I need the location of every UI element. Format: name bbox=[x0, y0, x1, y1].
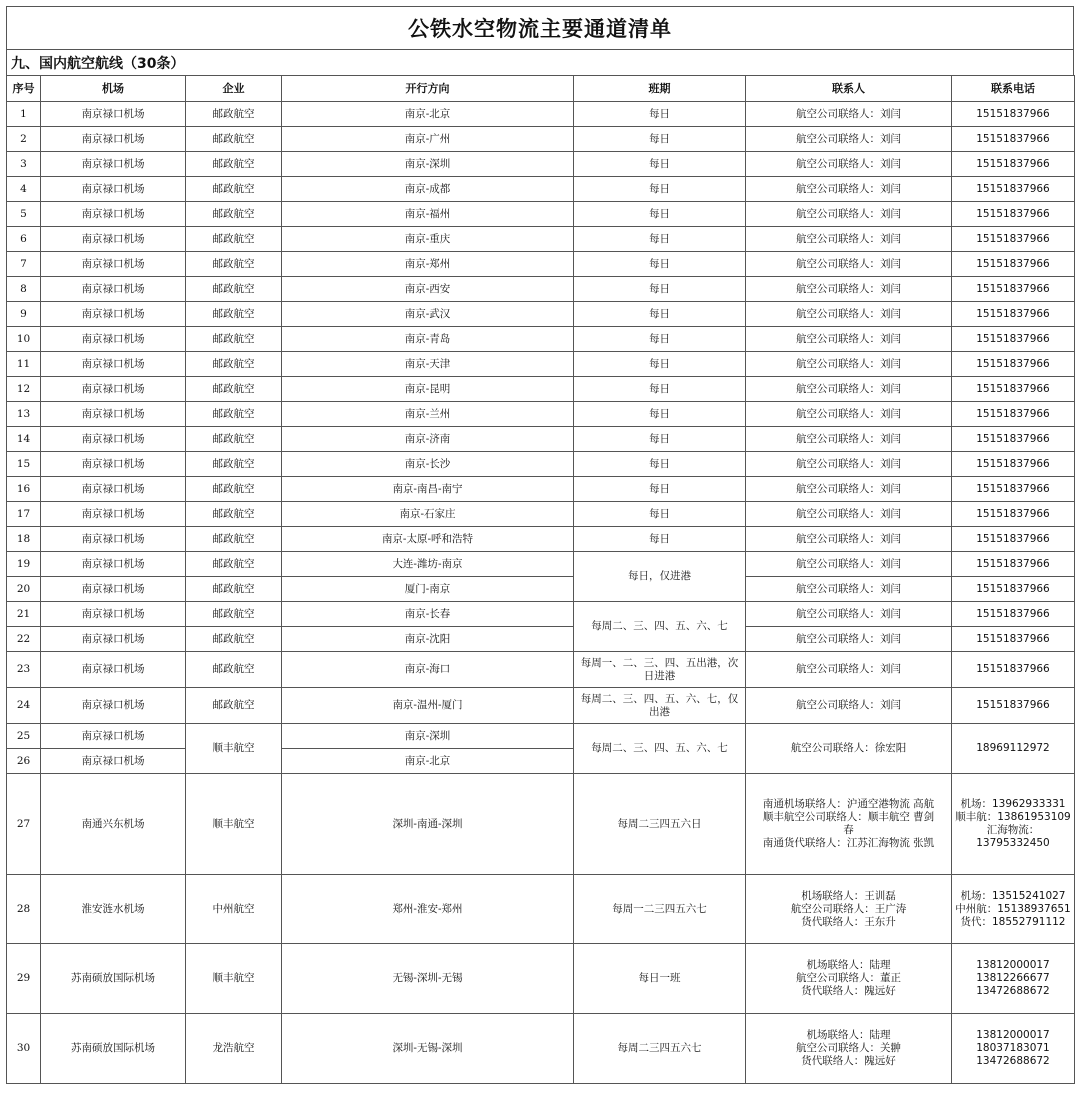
table-row bbox=[7, 477, 1075, 502]
seq-cell: 7 bbox=[7, 252, 41, 277]
seq-cell: 6 bbox=[7, 227, 41, 252]
contact-cell: 航空公司联络人：徐宏阳 bbox=[746, 724, 952, 774]
seq-cell: 20 bbox=[7, 577, 41, 602]
table-row bbox=[7, 177, 1075, 202]
header-schedule: 班期 bbox=[574, 76, 746, 102]
table-header-row bbox=[7, 76, 1075, 102]
company-cell: 邮政航空 bbox=[186, 427, 282, 452]
schedule-cell: 每日 bbox=[574, 527, 746, 552]
phone-cell: 15151837966 bbox=[952, 102, 1075, 127]
schedule-cell: 每日 bbox=[574, 152, 746, 177]
phone-cell: 15151837966 bbox=[952, 202, 1075, 227]
direction-cell: 南京-青岛 bbox=[282, 327, 574, 352]
airport-cell: 南京禄口机场 bbox=[41, 602, 186, 627]
contact-cell: 航空公司联络人：刘闫 bbox=[746, 102, 952, 127]
schedule-cell: 每周二、三、四、五、六、七 bbox=[574, 724, 746, 774]
phone-line: 13472688672 bbox=[976, 1055, 1050, 1067]
contact-cell bbox=[746, 774, 952, 875]
table-row bbox=[7, 452, 1075, 477]
table-row bbox=[7, 127, 1075, 152]
direction-cell: 南京-长沙 bbox=[282, 452, 574, 477]
schedule-cell: 每日，仅进港 bbox=[574, 552, 746, 602]
contact-line: 机场联络人：陆理 bbox=[806, 1029, 891, 1041]
company-cell: 邮政航空 bbox=[186, 552, 282, 577]
seq-cell: 2 bbox=[7, 127, 41, 152]
table-row bbox=[7, 502, 1075, 527]
phone-cell: 15151837966 bbox=[952, 177, 1075, 202]
phone-line: 13812266677 bbox=[976, 972, 1050, 984]
airport-cell: 南京禄口机场 bbox=[41, 724, 186, 749]
seq-cell: 5 bbox=[7, 202, 41, 227]
contact-line: 顺丰航空公司联络人：顺丰航空 曹剑 bbox=[762, 811, 935, 823]
contact-line: 南通机场联络人：沪通空港物流 高航 bbox=[762, 798, 935, 810]
company-cell: 邮政航空 bbox=[186, 177, 282, 202]
company-cell: 邮政航空 bbox=[186, 102, 282, 127]
direction-cell: 南京-郑州 bbox=[282, 252, 574, 277]
table-row bbox=[7, 875, 1075, 944]
contact-cell: 航空公司联络人：刘闫 bbox=[746, 577, 952, 602]
seq-cell: 12 bbox=[7, 377, 41, 402]
phone-cell: 15151837966 bbox=[952, 602, 1075, 627]
direction-cell: 南京-海口 bbox=[282, 652, 574, 688]
airport-cell: 南京禄口机场 bbox=[41, 427, 186, 452]
company-cell: 邮政航空 bbox=[186, 252, 282, 277]
contact-cell: 航空公司联络人：刘闫 bbox=[746, 177, 952, 202]
seq-cell: 24 bbox=[7, 688, 41, 724]
seq-cell: 16 bbox=[7, 477, 41, 502]
phone-line: 汇海物流： bbox=[986, 824, 1040, 836]
company-cell: 邮政航空 bbox=[186, 577, 282, 602]
contact-cell bbox=[746, 944, 952, 1014]
schedule-cell: 每周一二三四五六七 bbox=[574, 875, 746, 944]
company-cell: 邮政航空 bbox=[186, 152, 282, 177]
schedule-cell: 每周二、三、四、五、六、七，仅出港 bbox=[574, 688, 746, 724]
schedule-cell: 每周二三四五六七 bbox=[574, 1014, 746, 1084]
company-cell: 邮政航空 bbox=[186, 277, 282, 302]
phone-cell: 15151837966 bbox=[952, 152, 1075, 177]
contact-cell: 航空公司联络人：刘闫 bbox=[746, 252, 952, 277]
contact-line: 机场联络人：王训磊 bbox=[801, 889, 896, 902]
phone-line: 中州航：15138937651 bbox=[955, 902, 1071, 915]
seq-cell: 17 bbox=[7, 502, 41, 527]
header-direction: 开行方向 bbox=[282, 76, 574, 102]
table-row bbox=[7, 724, 1075, 749]
direction-cell: 南京-福州 bbox=[282, 202, 574, 227]
company-cell: 邮政航空 bbox=[186, 127, 282, 152]
airport-cell: 南京禄口机场 bbox=[41, 102, 186, 127]
phone-line: 13812000017 bbox=[976, 1029, 1050, 1041]
contact-line: 航空公司联络人：关翀 bbox=[796, 1042, 901, 1054]
direction-cell: 南京-重庆 bbox=[282, 227, 574, 252]
phone-cell: 15151837966 bbox=[952, 427, 1075, 452]
seq-cell: 26 bbox=[7, 749, 41, 774]
company-cell: 龙浩航空 bbox=[186, 1014, 282, 1084]
schedule-cell: 每日 bbox=[574, 127, 746, 152]
direction-cell: 深圳-南通-深圳 bbox=[282, 774, 574, 875]
airport-cell: 淮安涟水机场 bbox=[41, 875, 186, 944]
schedule-cell: 每日 bbox=[574, 502, 746, 527]
schedule-cell: 每周二、三、四、五、六、七 bbox=[574, 602, 746, 652]
airport-cell: 南京禄口机场 bbox=[41, 502, 186, 527]
company-cell: 邮政航空 bbox=[186, 302, 282, 327]
contact-cell: 航空公司联络人：刘闫 bbox=[746, 302, 952, 327]
direction-cell: 南京-石家庄 bbox=[282, 502, 574, 527]
seq-cell: 22 bbox=[7, 627, 41, 652]
contact-cell: 航空公司联络人：刘闫 bbox=[746, 352, 952, 377]
seq-cell: 23 bbox=[7, 652, 41, 688]
phone-cell: 15151837966 bbox=[952, 252, 1075, 277]
direction-cell: 南京-武汉 bbox=[282, 302, 574, 327]
table-row bbox=[7, 552, 1075, 577]
airport-cell: 南通兴东机场 bbox=[41, 774, 186, 875]
phone-cell: 15151837966 bbox=[952, 127, 1075, 152]
seq-cell: 30 bbox=[7, 1014, 41, 1084]
header-seq: 序号 bbox=[7, 76, 41, 102]
contact-line: 航空公司联络人：董正 bbox=[796, 972, 901, 984]
direction-cell: 南京-广州 bbox=[282, 127, 574, 152]
contact-cell: 航空公司联络人：刘闫 bbox=[746, 627, 952, 652]
table-row bbox=[7, 1014, 1075, 1084]
schedule-cell: 每日 bbox=[574, 227, 746, 252]
seq-cell: 21 bbox=[7, 602, 41, 627]
phone-line: 货代：18552791112 bbox=[960, 915, 1066, 928]
direction-cell: 厦门-南京 bbox=[282, 577, 574, 602]
company-cell: 邮政航空 bbox=[186, 202, 282, 227]
airport-cell: 苏南硕放国际机场 bbox=[41, 944, 186, 1014]
phone-cell: 15151837966 bbox=[952, 227, 1075, 252]
company-cell: 邮政航空 bbox=[186, 627, 282, 652]
table-row bbox=[7, 527, 1075, 552]
phone-cell: 15151837966 bbox=[952, 477, 1075, 502]
table-row bbox=[7, 402, 1075, 427]
direction-cell: 南京-沈阳 bbox=[282, 627, 574, 652]
company-cell: 邮政航空 bbox=[186, 527, 282, 552]
table-row bbox=[7, 627, 1075, 652]
phone-cell: 15151837966 bbox=[952, 652, 1075, 688]
schedule-cell: 每日 bbox=[574, 327, 746, 352]
contact-cell: 航空公司联络人：刘闫 bbox=[746, 377, 952, 402]
schedule-cell: 每日 bbox=[574, 102, 746, 127]
schedule-cell: 每日 bbox=[574, 402, 746, 427]
table-row bbox=[7, 327, 1075, 352]
airport-cell: 南京禄口机场 bbox=[41, 177, 186, 202]
table-row bbox=[7, 102, 1075, 127]
direction-cell: 无锡-深圳-无锡 bbox=[282, 944, 574, 1014]
contact-line: 南通货代联络人：江苏汇海物流 张凯 bbox=[762, 837, 935, 849]
seq-cell: 18 bbox=[7, 527, 41, 552]
schedule-cell: 每周一、二、三、四、五出港，次日进港 bbox=[574, 652, 746, 688]
contact-cell: 航空公司联络人：刘闫 bbox=[746, 688, 952, 724]
direction-cell: 南京-西安 bbox=[282, 277, 574, 302]
company-cell: 邮政航空 bbox=[186, 227, 282, 252]
direction-cell: 南京-兰州 bbox=[282, 402, 574, 427]
airport-cell: 南京禄口机场 bbox=[41, 402, 186, 427]
airport-cell: 南京禄口机场 bbox=[41, 627, 186, 652]
schedule-cell: 每日 bbox=[574, 427, 746, 452]
phone-cell: 15151837966 bbox=[952, 302, 1075, 327]
airport-cell: 南京禄口机场 bbox=[41, 202, 186, 227]
company-cell: 邮政航空 bbox=[186, 688, 282, 724]
phone-cell: 15151837966 bbox=[952, 452, 1075, 477]
phone-cell: 15151837966 bbox=[952, 377, 1075, 402]
contact-cell: 航空公司联络人：刘闫 bbox=[746, 652, 952, 688]
company-cell: 中州航空 bbox=[186, 875, 282, 944]
phone-cell: 15151837966 bbox=[952, 552, 1075, 577]
direction-cell: 大连-潍坊-南京 bbox=[282, 552, 574, 577]
phone-cell: 15151837966 bbox=[952, 352, 1075, 377]
seq-cell: 3 bbox=[7, 152, 41, 177]
document-page bbox=[6, 6, 1074, 1084]
table-row bbox=[7, 302, 1075, 327]
airport-cell: 南京禄口机场 bbox=[41, 452, 186, 477]
phone-cell: 15151837966 bbox=[952, 402, 1075, 427]
table-row bbox=[7, 252, 1075, 277]
seq-cell: 15 bbox=[7, 452, 41, 477]
airport-cell: 南京禄口机场 bbox=[41, 252, 186, 277]
contact-line: 货代联络人：王东升 bbox=[801, 915, 896, 928]
phone-cell: 15151837966 bbox=[952, 577, 1075, 602]
header-company: 企业 bbox=[186, 76, 282, 102]
seq-cell: 25 bbox=[7, 724, 41, 749]
contact-line: 机场联络人：陆理 bbox=[806, 959, 891, 971]
direction-cell: 南京-深圳 bbox=[282, 724, 574, 749]
contact-line: 春 bbox=[843, 824, 854, 836]
contact-cell bbox=[746, 875, 952, 944]
contact-line: 航空公司联络人：王广涛 bbox=[790, 902, 907, 915]
air-routes-table bbox=[6, 75, 1075, 1084]
airport-cell: 南京禄口机场 bbox=[41, 152, 186, 177]
direction-cell: 南京-北京 bbox=[282, 102, 574, 127]
table-row bbox=[7, 652, 1075, 688]
seq-cell: 9 bbox=[7, 302, 41, 327]
schedule-cell: 每日 bbox=[574, 302, 746, 327]
phone-line: 13812000017 bbox=[976, 959, 1050, 971]
schedule-cell: 每周二三四五六日 bbox=[574, 774, 746, 875]
company-cell: 顺丰航空 bbox=[186, 724, 282, 774]
seq-cell: 4 bbox=[7, 177, 41, 202]
table-row bbox=[7, 227, 1075, 252]
airport-cell: 南京禄口机场 bbox=[41, 527, 186, 552]
company-cell: 邮政航空 bbox=[186, 477, 282, 502]
contact-cell: 航空公司联络人：刘闫 bbox=[746, 552, 952, 577]
contact-cell: 航空公司联络人：刘闫 bbox=[746, 227, 952, 252]
phone-line: 顺丰航：13861953109 bbox=[955, 811, 1071, 823]
direction-cell: 郑州-淮安-郑州 bbox=[282, 875, 574, 944]
phone-cell: 18969112972 bbox=[952, 724, 1075, 774]
phone-cell: 15151837966 bbox=[952, 627, 1075, 652]
contact-line: 货代联络人：隗远好 bbox=[801, 1055, 896, 1067]
airport-cell: 南京禄口机场 bbox=[41, 749, 186, 774]
table-row bbox=[7, 427, 1075, 452]
contact-cell: 航空公司联络人：刘闫 bbox=[746, 527, 952, 552]
schedule-cell: 每日 bbox=[574, 452, 746, 477]
airport-cell: 南京禄口机场 bbox=[41, 327, 186, 352]
schedule-cell: 每日 bbox=[574, 252, 746, 277]
seq-cell: 13 bbox=[7, 402, 41, 427]
table-body bbox=[7, 102, 1075, 1084]
airport-cell: 南京禄口机场 bbox=[41, 477, 186, 502]
direction-cell: 南京-天津 bbox=[282, 352, 574, 377]
schedule-cell: 每日 bbox=[574, 277, 746, 302]
direction-cell: 南京-济南 bbox=[282, 427, 574, 452]
phone-cell: 15151837966 bbox=[952, 527, 1075, 552]
contact-cell: 航空公司联络人：刘闫 bbox=[746, 602, 952, 627]
phone-line: 13472688672 bbox=[976, 985, 1050, 997]
company-cell: 邮政航空 bbox=[186, 602, 282, 627]
airport-cell: 南京禄口机场 bbox=[41, 552, 186, 577]
airport-cell: 南京禄口机场 bbox=[41, 227, 186, 252]
seq-cell: 29 bbox=[7, 944, 41, 1014]
section-heading: 九、国内航空航线（30条） bbox=[6, 49, 1074, 75]
header-contact: 联系人 bbox=[746, 76, 952, 102]
company-cell: 顺丰航空 bbox=[186, 774, 282, 875]
company-cell: 邮政航空 bbox=[186, 452, 282, 477]
direction-cell: 南京-昆明 bbox=[282, 377, 574, 402]
contact-cell: 航空公司联络人：刘闫 bbox=[746, 277, 952, 302]
schedule-cell: 每日 bbox=[574, 177, 746, 202]
table-row bbox=[7, 377, 1075, 402]
seq-cell: 10 bbox=[7, 327, 41, 352]
airport-cell: 苏南硕放国际机场 bbox=[41, 1014, 186, 1084]
airport-cell: 南京禄口机场 bbox=[41, 302, 186, 327]
table-row bbox=[7, 688, 1075, 724]
seq-cell: 27 bbox=[7, 774, 41, 875]
seq-cell: 8 bbox=[7, 277, 41, 302]
phone-cell bbox=[952, 875, 1075, 944]
contact-cell: 航空公司联络人：刘闫 bbox=[746, 402, 952, 427]
seq-cell: 1 bbox=[7, 102, 41, 127]
seq-cell: 14 bbox=[7, 427, 41, 452]
direction-cell: 南京-成都 bbox=[282, 177, 574, 202]
contact-cell: 航空公司联络人：刘闫 bbox=[746, 427, 952, 452]
phone-line: 13795332450 bbox=[976, 837, 1050, 849]
contact-cell: 航空公司联络人：刘闫 bbox=[746, 327, 952, 352]
company-cell: 邮政航空 bbox=[186, 652, 282, 688]
seq-cell: 28 bbox=[7, 875, 41, 944]
table-row bbox=[7, 152, 1075, 177]
phone-line: 机场：13515241027 bbox=[960, 889, 1066, 902]
document-title: 公铁水空物流主要通道清单 bbox=[6, 6, 1074, 49]
airport-cell: 南京禄口机场 bbox=[41, 652, 186, 688]
company-cell: 邮政航空 bbox=[186, 352, 282, 377]
airport-cell: 南京禄口机场 bbox=[41, 352, 186, 377]
header-airport: 机场 bbox=[41, 76, 186, 102]
contact-cell bbox=[746, 1014, 952, 1084]
airport-cell: 南京禄口机场 bbox=[41, 688, 186, 724]
direction-cell: 南京-深圳 bbox=[282, 152, 574, 177]
direction-cell: 南京-南昌-南宁 bbox=[282, 477, 574, 502]
direction-cell: 南京-温州-厦门 bbox=[282, 688, 574, 724]
airport-cell: 南京禄口机场 bbox=[41, 277, 186, 302]
contact-cell: 航空公司联络人：刘闫 bbox=[746, 477, 952, 502]
direction-cell: 南京-太原-呼和浩特 bbox=[282, 527, 574, 552]
contact-cell: 航空公司联络人：刘闫 bbox=[746, 127, 952, 152]
phone-line: 18037183071 bbox=[976, 1042, 1050, 1054]
direction-cell: 南京-长春 bbox=[282, 602, 574, 627]
schedule-cell: 每日 bbox=[574, 202, 746, 227]
table-row bbox=[7, 602, 1075, 627]
phone-line: 机场：13962933331 bbox=[960, 798, 1066, 810]
company-cell: 邮政航空 bbox=[186, 402, 282, 427]
contact-line: 货代联络人：隗远好 bbox=[801, 985, 896, 997]
contact-cell: 航空公司联络人：刘闫 bbox=[746, 502, 952, 527]
phone-cell: 15151837966 bbox=[952, 327, 1075, 352]
airport-cell: 南京禄口机场 bbox=[41, 377, 186, 402]
phone-cell bbox=[952, 774, 1075, 875]
company-cell: 邮政航空 bbox=[186, 502, 282, 527]
phone-cell bbox=[952, 944, 1075, 1014]
contact-cell: 航空公司联络人：刘闫 bbox=[746, 152, 952, 177]
header-phone: 联系电话 bbox=[952, 76, 1075, 102]
schedule-cell: 每日 bbox=[574, 377, 746, 402]
phone-cell: 15151837966 bbox=[952, 277, 1075, 302]
table-row bbox=[7, 774, 1075, 875]
phone-cell bbox=[952, 1014, 1075, 1084]
airport-cell: 南京禄口机场 bbox=[41, 577, 186, 602]
airport-cell: 南京禄口机场 bbox=[41, 127, 186, 152]
schedule-cell: 每日 bbox=[574, 477, 746, 502]
schedule-cell: 每日一班 bbox=[574, 944, 746, 1014]
company-cell: 邮政航空 bbox=[186, 327, 282, 352]
table-row bbox=[7, 352, 1075, 377]
contact-cell: 航空公司联络人：刘闫 bbox=[746, 452, 952, 477]
company-cell: 邮政航空 bbox=[186, 377, 282, 402]
seq-cell: 11 bbox=[7, 352, 41, 377]
schedule-cell: 每日 bbox=[574, 352, 746, 377]
phone-cell: 15151837966 bbox=[952, 502, 1075, 527]
table-row bbox=[7, 202, 1075, 227]
direction-cell: 南京-北京 bbox=[282, 749, 574, 774]
seq-cell: 19 bbox=[7, 552, 41, 577]
company-cell: 顺丰航空 bbox=[186, 944, 282, 1014]
phone-cell: 15151837966 bbox=[952, 688, 1075, 724]
table-row bbox=[7, 944, 1075, 1014]
direction-cell: 深圳-无锡-深圳 bbox=[282, 1014, 574, 1084]
contact-cell: 航空公司联络人：刘闫 bbox=[746, 202, 952, 227]
table-row bbox=[7, 277, 1075, 302]
table-row bbox=[7, 577, 1075, 602]
